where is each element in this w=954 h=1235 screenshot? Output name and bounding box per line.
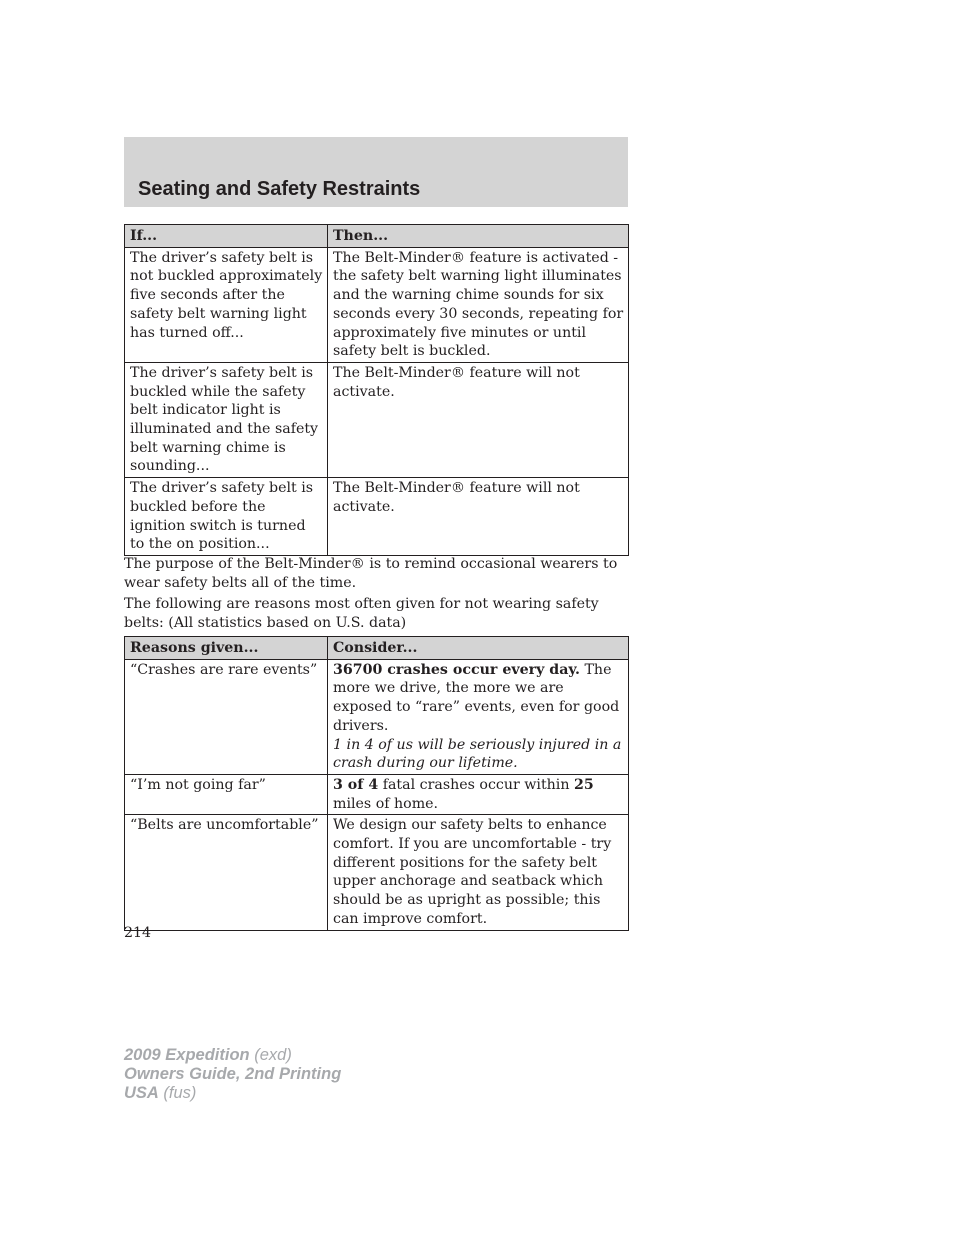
- statistic-bold: 3 of 4: [333, 776, 379, 793]
- table-header-row: [125, 637, 629, 660]
- reason-cell: “Belts are uncomfortable”: [125, 815, 328, 930]
- statistic-italic: 1 in 4 of us will be seriously injured in a crash during our lifetime.: [333, 736, 622, 772]
- condition-cell: The driver’s safety belt is buckled before the ignition switch is turned to the on position...: [125, 478, 328, 556]
- statistic-bold: 25: [574, 776, 594, 793]
- consider-cell: [328, 659, 629, 774]
- table-row: [125, 774, 629, 814]
- column-header-consider: Consider...: [328, 637, 629, 660]
- document-footer: [124, 1046, 341, 1103]
- table-row: [125, 659, 629, 774]
- statistic-bold: 36700 crashes occur every day.: [333, 661, 580, 678]
- table-row: [125, 362, 629, 477]
- consider-text: miles of home.: [333, 795, 439, 812]
- purpose-paragraph: The purpose of the Belt-Minder® is to remind occasional wearers to wear safety belts all of the time.: [124, 556, 618, 591]
- condition-cell: The driver’s safety belt is buckled while the safety belt indicator light is illuminated and the safety belt warning chime is sounding...: [125, 362, 328, 477]
- column-header-reasons: Reasons given...: [125, 637, 328, 660]
- footer-line-3: [124, 1084, 341, 1103]
- footer-line-2: Owners Guide, 2nd Printing: [124, 1065, 342, 1083]
- section-title: Seating and Safety Restraints: [138, 178, 421, 200]
- column-header-if: If...: [125, 225, 328, 248]
- result-cell: The Belt-Minder® feature will not activate.: [328, 478, 629, 556]
- reason-cell: “Crashes are rare events”: [125, 659, 328, 774]
- result-cell: The Belt-Minder® feature will not activate.: [328, 362, 629, 477]
- table-row: [125, 478, 629, 556]
- footer-model-code: (exd): [249, 1046, 292, 1064]
- column-header-then: Then...: [328, 225, 629, 248]
- condition-cell: The driver’s safety belt is not buckled approximately five seconds after the safety belt warning light has turned off...: [125, 247, 328, 362]
- result-cell: The Belt-Minder® feature is activated - the safety belt warning light illuminates and the warning chime sounds for six seconds every 30 seconds, repeating for approximately five minutes or until safety belt is buckled.: [328, 247, 629, 362]
- footer-line-1: [124, 1046, 341, 1065]
- consider-cell: [328, 774, 629, 814]
- belt-minder-table: [124, 224, 629, 556]
- consider-text: fatal crashes occur within: [378, 776, 574, 793]
- consider-cell: We design our safety belts to enhance comfort. If you are uncomfortable - try different positions for the safety belt upper anchorage and seatback which should be as upright as possible; this can improve comfort.: [328, 815, 629, 930]
- reason-cell: “I’m not going far”: [125, 774, 328, 814]
- footer-model: 2009 Expedition: [124, 1046, 250, 1064]
- table-row: [125, 247, 629, 362]
- footer-market: USA: [124, 1084, 159, 1102]
- footer-market-code: (fus): [158, 1084, 197, 1102]
- reasons-intro-paragraph: The following are reasons most often given for not wearing safety belts: (All statistics based on U.S. data): [124, 596, 599, 631]
- reasons-table: [124, 636, 629, 931]
- consider-text: The more we drive, the more we are exposed to “rare” events, even for good drivers.: [333, 661, 620, 734]
- table-row: [125, 815, 629, 930]
- page-number: 214: [124, 925, 152, 941]
- table-header-row: [125, 225, 629, 248]
- section-header-band: [124, 137, 628, 207]
